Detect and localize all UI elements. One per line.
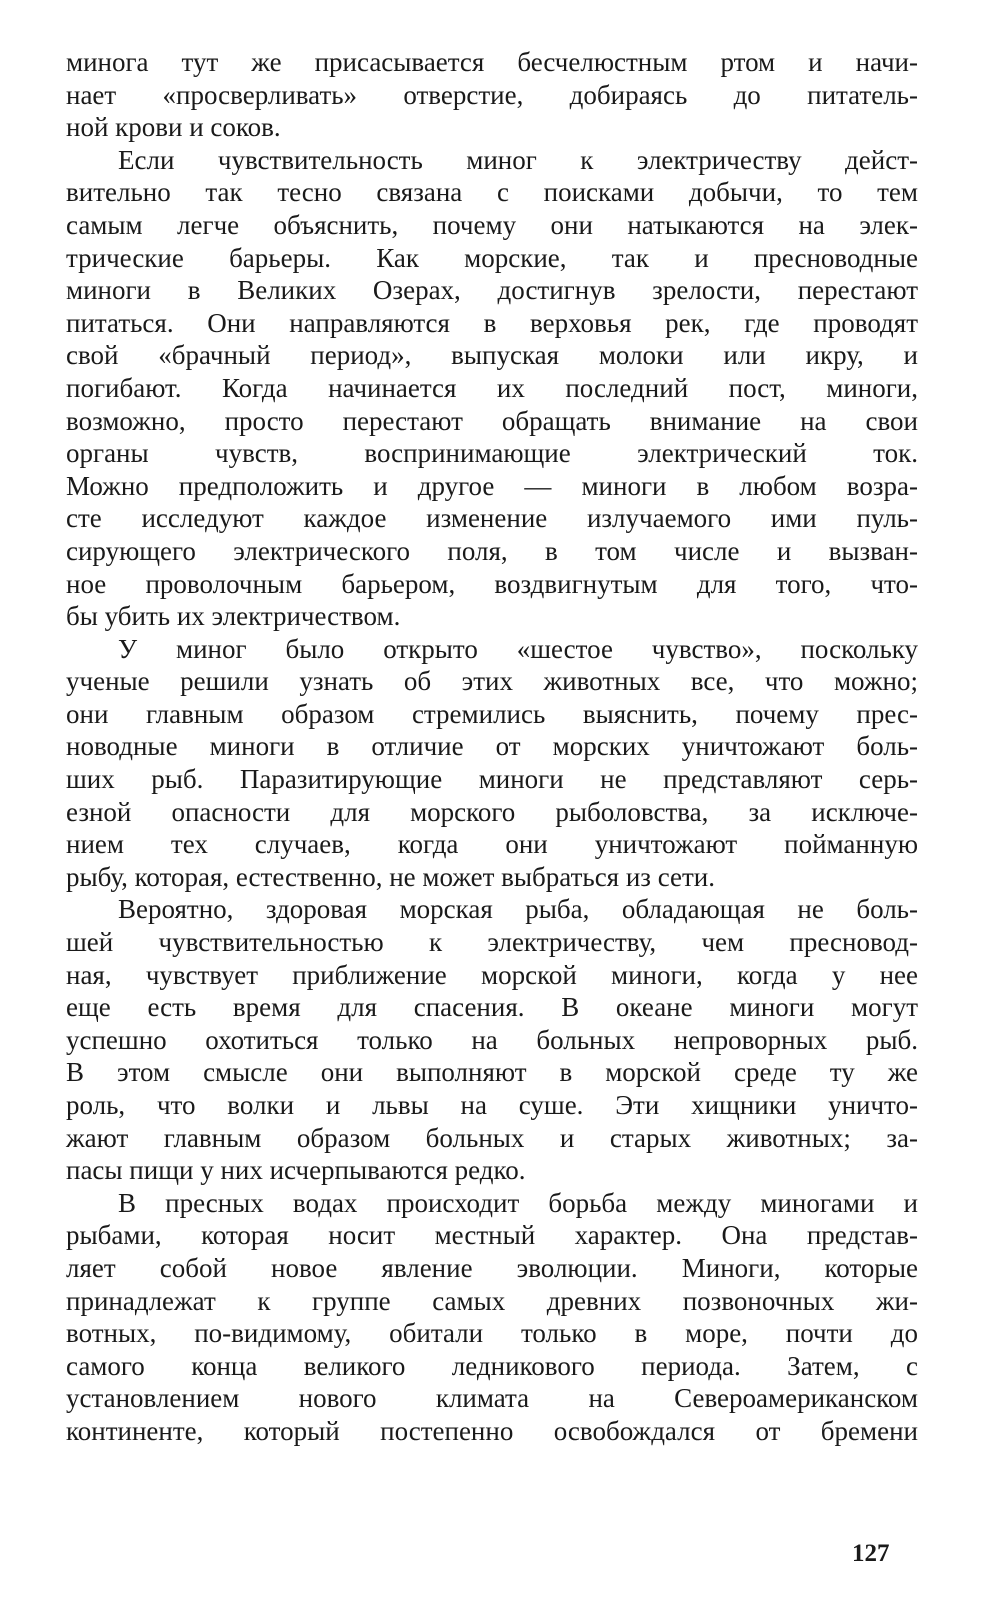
text-line: ное проволочным барьером, воздвигнутым для того, что-	[66, 568, 918, 599]
paragraph	[66, 46, 918, 144]
text-line: ученые решили узнать об этих животных все, что можно;	[66, 666, 918, 697]
text-line: рыбу, которая, естественно, не может выбраться из сети.	[66, 861, 716, 892]
text-line: Можно предположить и другое — миноги в любом возра-	[66, 470, 918, 501]
text-line: успешно охотиться только на больных непроворных рыб.	[66, 1024, 918, 1055]
text-line: сте исследуют каждое изменение излучаемого ими пуль-	[66, 503, 918, 534]
text-line: езной опасности для морского рыболовства, за исключе-	[66, 796, 918, 827]
text-line: жают главным образом больных и старых животных; за-	[66, 1122, 918, 1153]
text-line: нием тех случаев, когда они уничтожают пойманную	[66, 829, 918, 860]
text-line: пасы пищи у них исчерпываются редко.	[66, 1155, 526, 1186]
page-number: 127	[852, 1540, 890, 1567]
text-line: они главным образом стремились выяснить, почему прес-	[66, 698, 918, 729]
text-line: роль, что волки и львы на суше. Эти хищники уничто-	[66, 1090, 918, 1120]
text-line: ших рыб. Паразитирующие миноги не представляют серь-	[66, 764, 918, 795]
paragraph	[66, 633, 918, 894]
paragraph	[66, 893, 918, 1186]
text-line: самого конца великого ледникового периода. Затем, с	[66, 1350, 918, 1381]
text-line: вительно так тесно связана с поисками добычи, то тем	[66, 177, 918, 208]
text-line: органы чувств, воспринимающие электрический ток.	[66, 438, 918, 469]
text-line: В этом смысле они выполняют в морской среде ту же	[66, 1057, 918, 1088]
text-line: ная, чувствует приближение морской миноги, когда у нее	[66, 959, 918, 990]
paragraph	[66, 144, 918, 633]
text-line: континенте, который постепенно освобождался от бремени	[66, 1415, 918, 1446]
text-line: нает «просверливать» отверстие, добираясь до питатель-	[66, 79, 918, 110]
text-line: еще есть время для спасения. В океане миноги могут	[66, 992, 918, 1023]
text-line: новодные миноги в отличие от морских уничтожают боль-	[66, 731, 918, 762]
text-line: трические барьеры. Как морские, так и пресноводные	[66, 242, 918, 273]
text-line: У миног было открыто «шестое чувство», поскольку	[118, 633, 918, 664]
text-line: миноги в Великих Озерах, достигнув зрелости, перестают	[66, 275, 918, 306]
text-line: самым легче объяснить, почему они натыкаются на элек-	[66, 209, 918, 240]
text-line: свой «брачный период», выпуская молоки или икру, и	[66, 340, 918, 371]
paragraph	[66, 1187, 918, 1448]
text-line: минога тут же присасывается бесчелюстным ртом и начи-	[66, 47, 918, 77]
text-line: Если чувствительность миног к электричеству дейст-	[118, 144, 918, 175]
text-line: шей чувствительностью к электричеству, чем пресновод-	[66, 927, 918, 958]
text-line: бы убить их электричеством.	[66, 601, 401, 632]
text-line: установлением нового климата на Североамериканском	[66, 1383, 918, 1414]
text-line: В пресных водах происходит борьба между миногами и	[118, 1187, 918, 1218]
text-line: Вероятно, здоровая морская рыба, обладающая не боль-	[118, 894, 918, 925]
text-line: вотных, по-видимому, обитали только в море, почти до	[66, 1318, 918, 1349]
text-line: принадлежат к группе самых древних позвоночных жи-	[66, 1285, 918, 1316]
text-line: погибают. Когда начинается их последний пост, миноги,	[66, 372, 918, 403]
text-line: ной крови и соков.	[66, 112, 281, 143]
text-line: возможно, просто перестают обращать внимание на свои	[66, 405, 918, 436]
text-line: питаться. Они направляются в верховья рек, где проводят	[66, 307, 918, 338]
page-body	[66, 46, 918, 1448]
text-line: ляет собой новое явление эволюции. Миноги, которые	[66, 1252, 918, 1283]
text-line: рыбами, которая носит местный характер. Она представ-	[66, 1220, 918, 1251]
text-line: сирующего электрического поля, в том числе и вызван-	[66, 535, 918, 566]
